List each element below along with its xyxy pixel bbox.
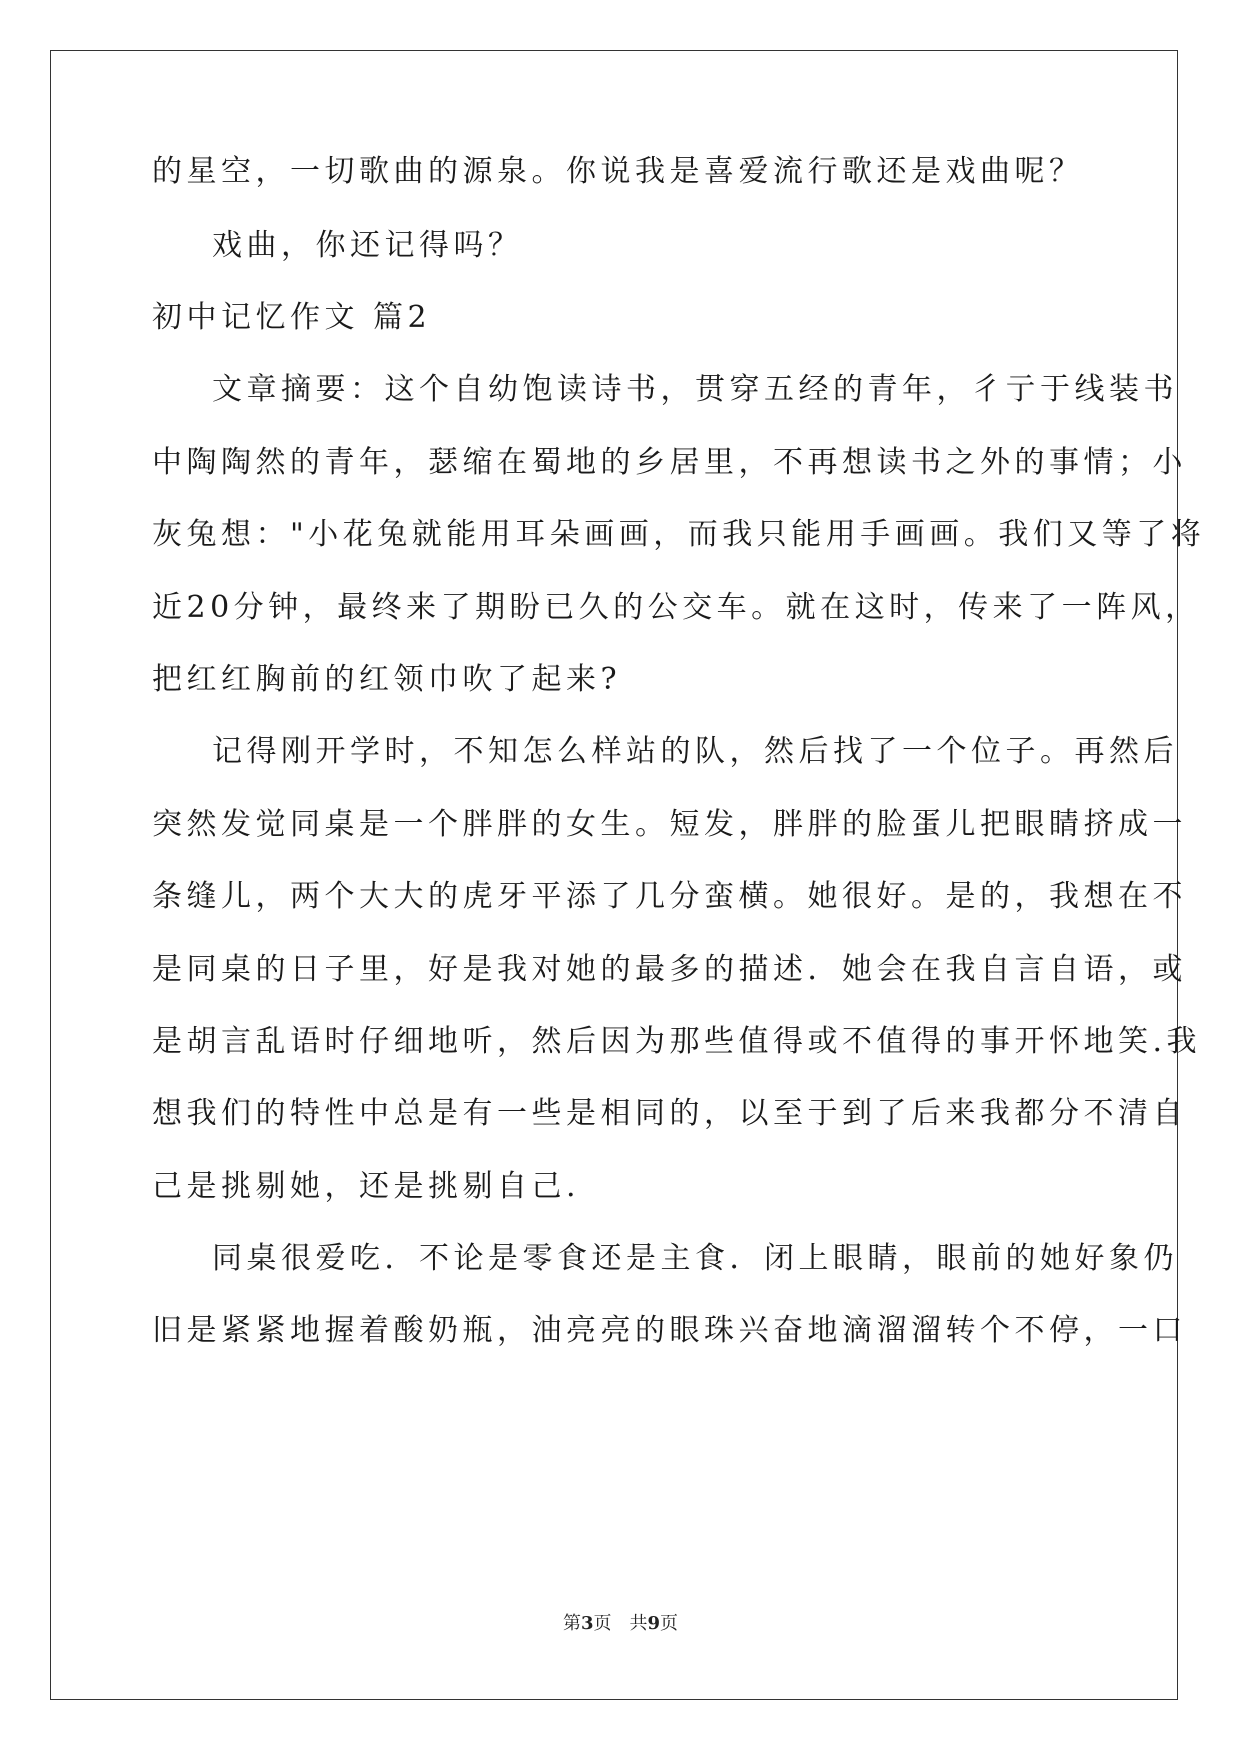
paragraph-line: 把红红胸前的红领巾吹了起来? <box>152 662 622 697</box>
paragraph-line: 灰兔想："小花兔就能用耳朵画画，而我只能用手画画。我们又等了将 <box>152 517 1206 552</box>
paragraph-line: 是同桌的日子里，好是我对她的最多的描述．她会在我自言自语，或 <box>152 952 1187 987</box>
section-heading: 初中记忆作文 篇2 <box>152 300 432 335</box>
paragraph-line: 记得刚开学时，不知怎么样站的队，然后找了一个位子。再然后 <box>212 734 1178 769</box>
paragraph-line: 己是挑剔她，还是挑剔自己. <box>152 1169 581 1204</box>
page-current: 3 <box>580 1613 594 1634</box>
paragraph-line: 同桌很爱吃．不论是零食还是主食．闭上眼睛，眼前的她好象仍 <box>212 1241 1178 1276</box>
paragraph-line: 条缝儿，两个大大的虎牙平添了几分蛮横。她很好。是的，我想在不 <box>152 879 1187 914</box>
paragraph-line: 突然发觉同桌是一个胖胖的女生。短发，胖胖的脸蛋儿把眼睛挤成一 <box>152 807 1187 842</box>
paragraph-line: 中陶陶然的青年，瑟缩在蜀地的乡居里，不再想读书之外的事情；小 <box>152 445 1187 480</box>
paragraph-line: 戏曲，你还记得吗？ <box>212 228 523 263</box>
paragraph-line: 的星空，一切歌曲的源泉。你说我是喜爱流行歌还是戏曲呢？ <box>152 154 1084 189</box>
paragraph-line: 是胡言乱语时仔细地听，然后因为那些值得或不值得的事开怀地笑.我 <box>152 1024 1202 1059</box>
paragraph-line: 近20分钟，最终来了期盼已久的公交车。就在这时，传来了一阵风， <box>152 590 1200 625</box>
page-footer <box>0 1612 1241 1636</box>
page-suffix: 页 <box>660 1613 679 1634</box>
paragraph-line: 文章摘要：这个自幼饱读诗书，贯穿五经的青年，彳亍于线装书 <box>212 372 1178 407</box>
page-total: 9 <box>647 1613 661 1634</box>
page-mid: 页 共 <box>593 1613 648 1634</box>
paragraph-line: 旧是紧紧地握着酸奶瓶，油亮亮的眼珠兴奋地滴溜溜转个不停，一口 <box>152 1313 1187 1348</box>
paragraph-line: 想我们的特性中总是有一些是相同的，以至于到了后来我都分不清自 <box>152 1096 1187 1131</box>
page-prefix: 第 <box>562 1613 581 1634</box>
